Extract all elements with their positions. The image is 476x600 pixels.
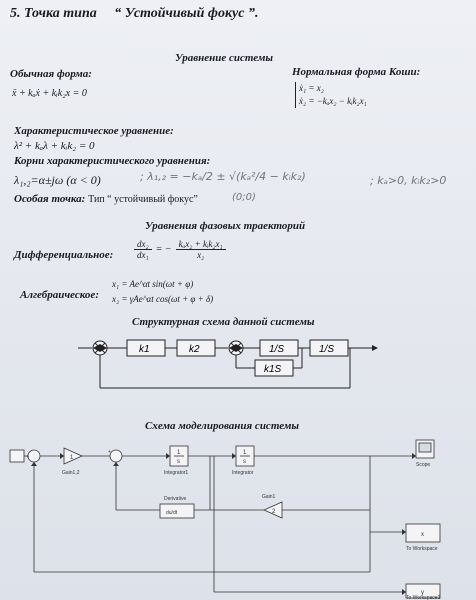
gain12-symbol: 1	[70, 455, 74, 461]
diff-rhs-fraction	[176, 239, 226, 260]
singular-point-line	[14, 193, 198, 205]
workspace1-symbol: x	[421, 532, 424, 538]
workspace1-label: To Workspace	[406, 546, 438, 552]
cauchy-form-label: Нормальная форма Коши:	[292, 66, 421, 78]
svg-text:+: +	[108, 449, 111, 455]
characteristic-equation: λ² + kₐλ + kᵢk₂ = 0	[14, 140, 95, 152]
integrator-num: 1	[243, 450, 247, 456]
diff-lhs-fraction	[134, 239, 152, 260]
algebraic-equation-1: x₁ = Ae^αt sin(ωt + φ)	[112, 279, 194, 289]
structural-scheme-title: Структурная схема данной системы	[132, 316, 315, 328]
block-k2: k2	[189, 344, 200, 355]
integrator1-num: 1	[177, 450, 181, 456]
integrator1-label: Integrator1	[164, 470, 189, 476]
heading-number: 5.	[10, 6, 24, 21]
scope-label: Scope	[416, 462, 431, 468]
ordinary-form-label: Обычная форма:	[10, 68, 92, 80]
roots-equation: λ₁,₂=α±jω (α < 0)	[14, 173, 101, 187]
cauchy-system	[295, 82, 367, 108]
integrator-den: s	[243, 459, 246, 465]
algebraic-label: Алгебраическое:	[20, 289, 99, 301]
diff-rhs-den: x₂	[197, 250, 205, 260]
heading-name: “ Устойчивый фокус ”.	[114, 6, 259, 21]
gain1-symbol: 2	[272, 509, 276, 515]
roots-point: (0;0)	[232, 192, 256, 203]
section-heading	[10, 6, 258, 22]
characteristic-label: Характеристическое уравнение:	[14, 125, 174, 137]
workspace2-label: To Workspace1	[406, 595, 441, 600]
simulation-scheme-title: Схема моделирования системы	[145, 420, 299, 432]
svg-text:+: +	[26, 454, 29, 460]
roots-conditions: ; kₐ>0, kᵢk₂>0	[370, 174, 447, 187]
structural-scheme-diagram	[0, 330, 476, 400]
roots-label: Корни характеристического уравнения:	[14, 155, 211, 167]
system-equations-title: Уравнение системы	[175, 52, 274, 64]
heading-label: Точка типа	[24, 6, 97, 21]
roots-handwritten: ; λ₁,₂ = −kₐ/2 ± √(kₐ²/4 − kᵢk₂)	[140, 170, 306, 183]
algebraic-equation-2: x₂ = γAe^αt cos(ωt + φ + δ)	[112, 294, 214, 304]
workspace2-symbol: y	[421, 590, 424, 596]
singular-point-value: Тип “ устойчивый фокус”	[88, 194, 198, 205]
trajectory-title: Уравнения фазовых траекторий	[145, 220, 306, 232]
diff-lhs-num: dx₂	[134, 239, 152, 250]
block-integrator-2: 1/S	[319, 344, 335, 355]
cauchy-equation-2: ẋ₂ = −kₐx₂ − kᵢk₂x₁	[299, 96, 367, 106]
ordinary-form-equation: ẍ + kₐẋ + kᵢk₂x = 0	[12, 88, 87, 99]
gain12-label: Gain1,2	[62, 470, 80, 476]
differential-equation: $\frac{\text{dx₂}}{\text{dx₁}}$ = − $\frac{\text{kₐx₂ + kᵢk₂x₁}}{\text{x₂}}$	[134, 239, 226, 260]
singular-point-label: Особая точка:	[14, 193, 86, 205]
derivative-label: Derivative	[164, 496, 187, 502]
block-k1: k1	[139, 344, 150, 355]
integrator1-den: s	[177, 459, 180, 465]
differential-label: Дифференциальное:	[14, 249, 114, 261]
simulation-scheme-diagram	[0, 432, 476, 600]
derivative-symbol: du/dt	[166, 510, 178, 516]
gain1-label: Gain1	[262, 494, 276, 500]
cauchy-equation-1: ẋ₁ = x₂	[299, 83, 324, 93]
diff-rhs-num: kₐx₂ + kᵢk₂x₁	[176, 239, 226, 250]
block-integrator-1: 1/S	[269, 344, 285, 355]
diff-lhs-den: dx₁	[137, 250, 149, 260]
block-k1s: k1S	[264, 364, 282, 375]
integrator-label: Integrator	[232, 470, 254, 476]
